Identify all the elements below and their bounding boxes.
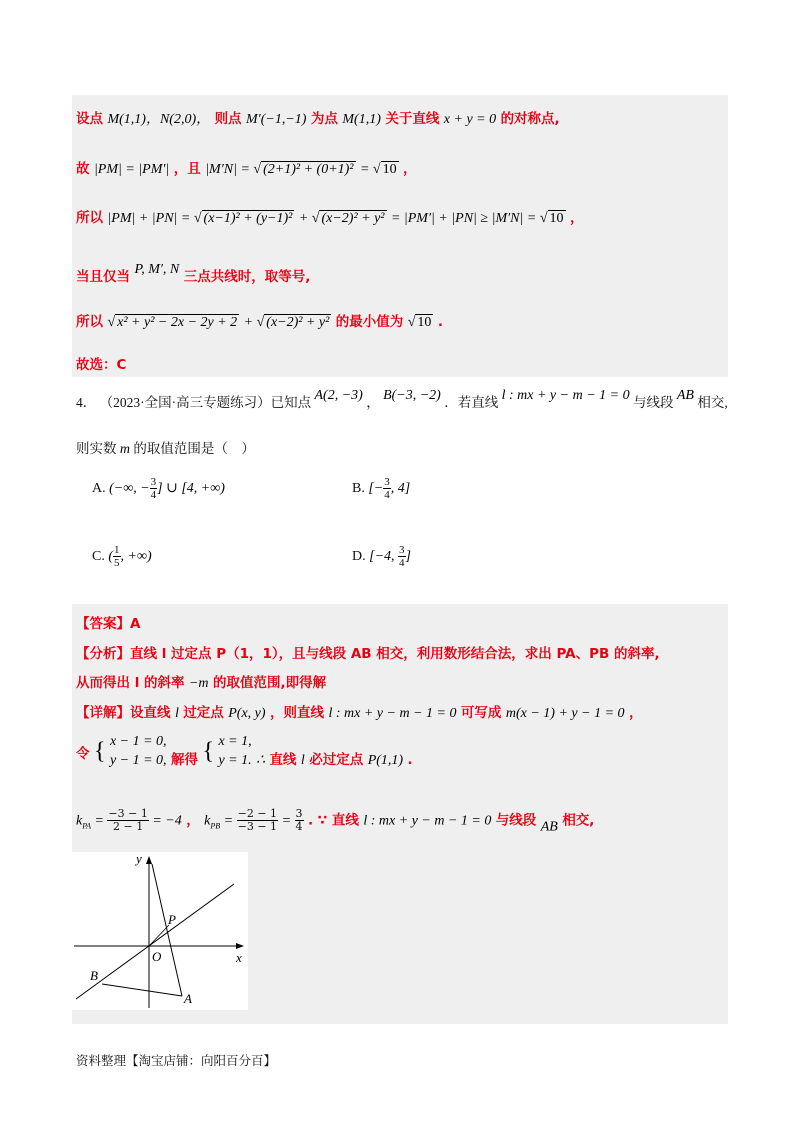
math: B(−3, −2) xyxy=(383,388,441,403)
analysis-line-1 xyxy=(76,642,660,662)
sqrt-content: 10 xyxy=(417,315,432,330)
text: 的取值范围是（ ） xyxy=(133,441,255,456)
point-b-label: B xyxy=(90,968,98,983)
math: ∴ xyxy=(256,752,265,768)
solution-line-6 xyxy=(76,353,126,373)
frac-numerator: −3 − 1 xyxy=(108,807,148,820)
solution-block-prev xyxy=(72,95,728,377)
option-label: D. xyxy=(352,548,366,564)
math: m(x − 1) + y − 1 = 0 xyxy=(505,706,625,721)
math: −m xyxy=(188,676,209,691)
origin-label: O xyxy=(152,949,162,964)
math: (−∞, − xyxy=(109,480,150,496)
frac-numerator: 3 xyxy=(399,544,405,556)
math: = xyxy=(90,813,108,829)
text: 当且仅当 xyxy=(76,269,130,285)
answer-text: 【答案】A xyxy=(76,616,141,632)
text: 相交, xyxy=(697,395,728,410)
y-axis-label: y xyxy=(136,852,142,866)
frac-denominator: 5 xyxy=(114,557,120,570)
math: AB xyxy=(540,819,558,835)
text: 直线 xyxy=(269,751,297,768)
math: x − 1 = 0, xyxy=(109,734,167,749)
text: ， xyxy=(628,705,643,721)
option-a[interactable] xyxy=(92,476,225,501)
text: 关于直线 xyxy=(385,111,440,127)
option-c[interactable] xyxy=(92,544,152,569)
math: [− xyxy=(368,480,384,496)
analysis-line-2 xyxy=(76,671,326,692)
point-a-label: A xyxy=(184,991,192,1006)
math: M(1,1)，N(2,0)， xyxy=(107,112,211,127)
frac-denominator: 4 xyxy=(384,489,390,502)
answer-line xyxy=(76,612,140,632)
math: l : mx + y − m − 1 = 0 xyxy=(328,706,457,721)
text: 为点 xyxy=(310,111,338,127)
math: P(x, y) xyxy=(228,706,266,721)
detail-line-3 xyxy=(76,808,594,836)
sqrt-content: x² + y² − 2x − 2y + 2 xyxy=(117,315,238,330)
math: , +∞) xyxy=(120,548,152,564)
math: A(2, −3) xyxy=(314,388,363,403)
option-d[interactable] xyxy=(352,544,411,569)
text: ， xyxy=(403,161,417,177)
math: |PM| = |PM′| xyxy=(93,162,170,177)
text: 解得 xyxy=(171,751,198,768)
math: k xyxy=(204,813,211,829)
math: l xyxy=(174,706,179,721)
math: y − 1 = 0, xyxy=(109,752,167,768)
question-number: 4． xyxy=(76,395,97,410)
frac-numerator: 3 xyxy=(150,476,157,488)
frac-numerator: −2 − 1 xyxy=(237,807,278,820)
option-b[interactable] xyxy=(352,476,410,501)
text: 设点 xyxy=(76,111,103,127)
text: 令 xyxy=(76,745,90,762)
text: 必过定点 xyxy=(309,751,364,768)
frac-denominator: 4 xyxy=(150,489,157,502)
math: M′(−1,−1) xyxy=(246,112,307,127)
text: 【详解】设直线 xyxy=(76,705,171,721)
coordinate-graph xyxy=(72,852,248,1010)
math: = xyxy=(278,813,295,829)
math: AB xyxy=(676,388,694,403)
text: 所以 xyxy=(76,314,103,330)
question-4-line-1 xyxy=(76,388,728,411)
detail-line-1 xyxy=(76,701,642,722)
math: |M′N| = xyxy=(205,162,254,177)
math: M(1,1) xyxy=(342,112,381,127)
text: 则点 xyxy=(214,111,242,127)
math-sub: PA xyxy=(82,821,91,831)
math: = xyxy=(359,162,373,177)
frac-denominator: 4 xyxy=(295,820,303,834)
text: ，且 xyxy=(173,161,201,177)
solution-line-5: 所以 √ x² + y² − 2x − 2y + 2 + √ (x−2)² + y² 的最小值为 √ 10 . xyxy=(76,314,444,330)
math: k xyxy=(76,813,83,829)
solution-line-2: 故 |PM| = |PM′| ，且 |M′N| = √ (2+1)² + (0+1)² = √ 10 ， xyxy=(76,161,417,177)
text: ．若直线 xyxy=(444,395,499,410)
frac-denominator: −3 − 1 xyxy=(237,820,278,834)
question-source: （2023·全国·高三专题练习）已知点 xyxy=(99,395,312,410)
question-4-line-2 xyxy=(76,437,255,458)
text: 与线段 xyxy=(495,812,537,829)
text: . xyxy=(407,751,413,768)
text: . ∵ 直线 xyxy=(307,812,359,829)
footer-source: 资料整理【淘宝店铺：向阳百分百】 xyxy=(76,1053,277,1068)
text: 则实数 xyxy=(76,441,117,456)
text: ， xyxy=(366,395,380,410)
graph-background xyxy=(72,852,248,1010)
frac-numerator: 1 xyxy=(114,544,120,556)
text: 与线段 xyxy=(632,395,674,410)
math: P, M′, N xyxy=(134,262,180,277)
sqrt-content: (x−2)² + y² xyxy=(266,315,330,330)
math: l : mx + y − m − 1 = 0 xyxy=(501,388,630,403)
frac-numerator: 3 xyxy=(295,807,303,820)
point-p-label: P xyxy=(168,912,176,927)
text: . xyxy=(437,314,444,330)
solution-line-3: 所以 |PM| + |PN| = √ (x−1)² + (y−1)² + √ (x−2)² + y² = |PM′| + |PN| ≥ |M′N| = √ 10 ， xyxy=(76,210,584,226)
math: y = 1. xyxy=(218,752,252,768)
math: , 4] xyxy=(390,480,411,496)
math: [−4, xyxy=(369,548,399,564)
solution-line-1 xyxy=(76,107,560,128)
sqrt-content: 10 xyxy=(549,211,564,226)
text: 相交, xyxy=(562,812,595,829)
text: ，则直线 xyxy=(270,705,325,721)
math: l : mx + y − m − 1 = 0 xyxy=(363,813,492,829)
math: |PM| + |PN| = xyxy=(107,211,194,226)
solution-line-4 xyxy=(76,262,310,285)
analysis-text: 【分析】直线 l 过定点 P（1，1），且与线段 AB 相交，利用数形结合法，求出 PA、PB 的斜率, xyxy=(76,646,660,662)
math: l xyxy=(300,752,305,768)
text: 的取值范围,即得解 xyxy=(213,675,327,691)
sqrt-content: (x−2)² + y² xyxy=(321,211,385,226)
text: 的对称点, xyxy=(500,111,560,127)
math: ( xyxy=(108,548,114,564)
text: 三点共线时，取等号, xyxy=(183,269,311,285)
text: 从而得出 l 的斜率 xyxy=(76,675,185,691)
math: = |PM′| + |PN| ≥ |M′N| = xyxy=(390,211,540,226)
frac-denominator: 2 − 1 xyxy=(113,820,144,834)
text: 所以 xyxy=(76,210,103,226)
math: x + y = 0 xyxy=(443,112,497,127)
math: = −4 xyxy=(148,813,182,829)
text: 的最小值为 xyxy=(335,314,404,330)
math: + xyxy=(243,315,257,330)
sqrt-content: 10 xyxy=(382,162,397,177)
frac-numerator: 3 xyxy=(384,476,390,488)
math-sub: PB xyxy=(210,821,221,831)
math: m xyxy=(119,442,130,457)
final-answer: 故选：C xyxy=(76,357,127,373)
math: = xyxy=(220,813,237,829)
text: 过定点 xyxy=(183,705,224,721)
sqrt-content: (x−1)² + (y−1)² xyxy=(203,211,293,226)
detail-line-2: 令 { x − 1 = 0, y − 1 = 0, 解得 { x = 1, y = 1. ∴ 直线 l 必过定点 P(1,1) . xyxy=(76,733,413,771)
text: ， xyxy=(569,210,584,226)
text: 可写成 xyxy=(460,705,502,721)
math: + xyxy=(298,211,312,226)
math: x = 1, xyxy=(218,734,252,749)
math: P(1,1) xyxy=(367,752,404,768)
x-axis-label: x xyxy=(236,950,242,965)
sqrt-content: (2+1)² + (0+1)² xyxy=(263,162,354,177)
text: 故 xyxy=(76,161,90,177)
text: ， xyxy=(186,812,200,829)
option-label: C. xyxy=(92,548,105,564)
math: ] ∪ [4, +∞) xyxy=(157,480,225,496)
frac-denominator: 4 xyxy=(399,557,405,570)
option-label: B. xyxy=(352,480,365,496)
option-label: A. xyxy=(92,480,106,496)
math: ] xyxy=(405,548,411,564)
